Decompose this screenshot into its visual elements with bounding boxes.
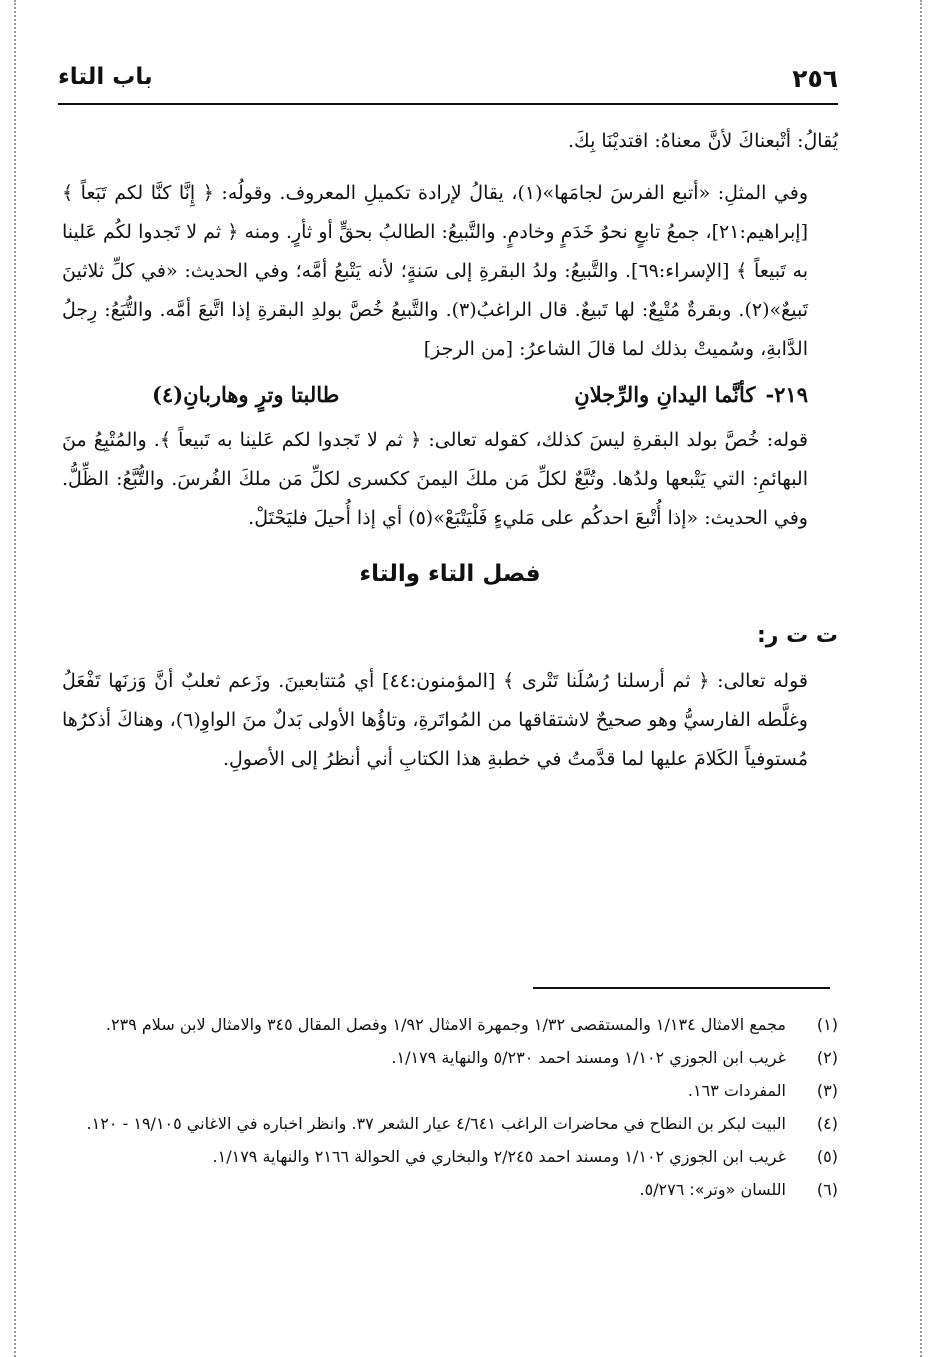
- section-title: فصل التاء والتاء: [359, 561, 541, 587]
- paragraph-3: قوله: خُصَّ بولد البقرةِ ليسَ كذلك، كقوله تعالى: ﴿ ثم لا تَجدوا لكم عَلينا به تَبيعاً ﴾. والمُتْبِعُ منَ البهائمِ: التي يَتْبعها ولدُها. وتُبَّعٌ لكلِّ مَن ملكَ اليمنَ ككسرى لكلِّ مَن ملكَ الفُرسَ. والتُّبَّعُ: الظِّلُّ. وفي الحديث: «إذا أُتْبعَ احدكُم على مَليءٍ فَلْيَتْبَعْ»(٥) أي إذا أُحيلَ فليَحْتَلْ.: [62, 429, 808, 529]
- left-margin-dotted-line: [14, 0, 16, 1357]
- footnote-number: (٢): [816, 1048, 838, 1067]
- footnote-2: [62, 1043, 838, 1072]
- verse-second-hemistich: طالبتا وترٍ وهاربانِ(٤): [152, 382, 340, 407]
- footnote-text: مجمع الامثال ١/١٣٤ والمستقصى ١/٣٢ وجمهرة الامثال ١/٩٢ وفصل المقال ٣٤٥ والامثال لابن سلام ٢٣٩.: [105, 1015, 786, 1034]
- footnote-number: (٥): [816, 1147, 838, 1166]
- footnote-3: [62, 1076, 838, 1105]
- footnote-text: غريب ابن الجوزي ١/١٠٢ ومسند احمد ٥/٢٣٠ والنهاية ١/١٧٩.: [391, 1048, 786, 1067]
- main-text: [62, 122, 838, 779]
- footnote-number: (٣): [816, 1081, 838, 1100]
- paragraph-1: يُقالُ: أتْبعناكَ لأنَّ معناهُ: اقتديْنَا بِكَ.: [568, 130, 838, 152]
- footnote-number: (٤): [816, 1114, 838, 1133]
- footnote-text: البيت لبكر بن النطاح في محاضرات الراغب ٤/٦٤١ عيار الشعر ٣٧. وانظر اخباره في الاغاني ١٩/١٠٥ - ١٢٠.: [86, 1114, 786, 1133]
- footnote-number: (١): [816, 1015, 838, 1034]
- footnote-text: اللسان «وتر»: ٥/٢٧٦.: [639, 1180, 786, 1199]
- verse-first-hemistich: ٢١٩-كأنَّما اليدانِ والرِّجلانِ: [574, 382, 808, 407]
- footnotes: [62, 1010, 838, 1208]
- footnote-rule: [533, 987, 830, 989]
- footnote-6: [62, 1175, 838, 1204]
- footnote-number: (٦): [816, 1180, 838, 1199]
- paragraph-4: قوله تعالى: ﴿ ثم أرسلنا رُسُلَنا تَتْرى ﴾ [المؤمنون:٤٤] أي مُتتابعينَ. وزَعم ثعلبٌ أنَّ وَزنَها تَفْعَلُ وغلَّطه الفارسيُّ وهو صحيحٌ لاشتقاقها من المُواتَرةِ، وتاؤُها الأولى بَدلٌ منَ الواوِ(٦)، وهناكَ أذكرُها مُستوفياً الكَلامَ عليها لما قدَّمتُ في خطبةِ هذا الكتابِ أني أنظرُ إلى الأصولِ.: [62, 670, 808, 770]
- footnote-5: [62, 1142, 838, 1171]
- footnote-4: [62, 1109, 838, 1138]
- chapter-title: باب التاء: [58, 64, 153, 90]
- header-rule: [58, 103, 838, 105]
- root-heading: ت ت ر:: [757, 623, 838, 648]
- page-number: ٢٥٦: [792, 64, 838, 93]
- poetry-verse: [62, 369, 838, 421]
- page-header: [58, 62, 838, 102]
- paragraph-2: وفي المثلِ: «أتبع الفرسَ لجامَها»(١)، يقالُ لإرادة تكميلِ المعروف. وقولُه: ﴿ إِنَّا كنَّا لكم تَبَعاً ﴾ [إبراهيم:٢١]، جمعُ تابعٍ نحوُ خَدَمٍ وخادمٍ. والتَّبيعُ: الطالبُ بحقٍّ أو ثأرٍ. ومنه ﴿ ثم لا تَجدوا لكُم عَلينا به تَبيعاً ﴾ [الإسراء:٦٩]. والتَّبيعُ: ولدُ البقرةِ إلى سَنةٍ؛ لأنه يَتْبعُ أمَّه؛ وفي الحديث: «في كلِّ ثلاثينَ تَبيعٌ»(٢). وبقرةٌ مُتْبِعٌ: لها تَبيعٌ. قال الراغبُ(٣). والتَّبيعُ خُصَّ بولدِ البقرةِ إذا اتَّبعَ أمَّه. والتُّبَعُ: رِجلُ الدَّابةِ، وسُميتْ بذلك لما قالَ الشاعرُ: [من الرجز]: [62, 182, 809, 360]
- footnote-text: المفردات ١٦٣.: [687, 1081, 786, 1100]
- footnote-text: غريب ابن الجوزي ١/١٠٢ ومسند احمد ٢/٢٤٥ والبخاري في الحوالة ٢١٦٦ والنهاية ١/١٧٩.: [212, 1147, 786, 1166]
- right-margin-dotted-line: [920, 0, 922, 1357]
- footnote-1: [62, 1010, 838, 1039]
- verse-number: ٢١٩-: [765, 382, 808, 407]
